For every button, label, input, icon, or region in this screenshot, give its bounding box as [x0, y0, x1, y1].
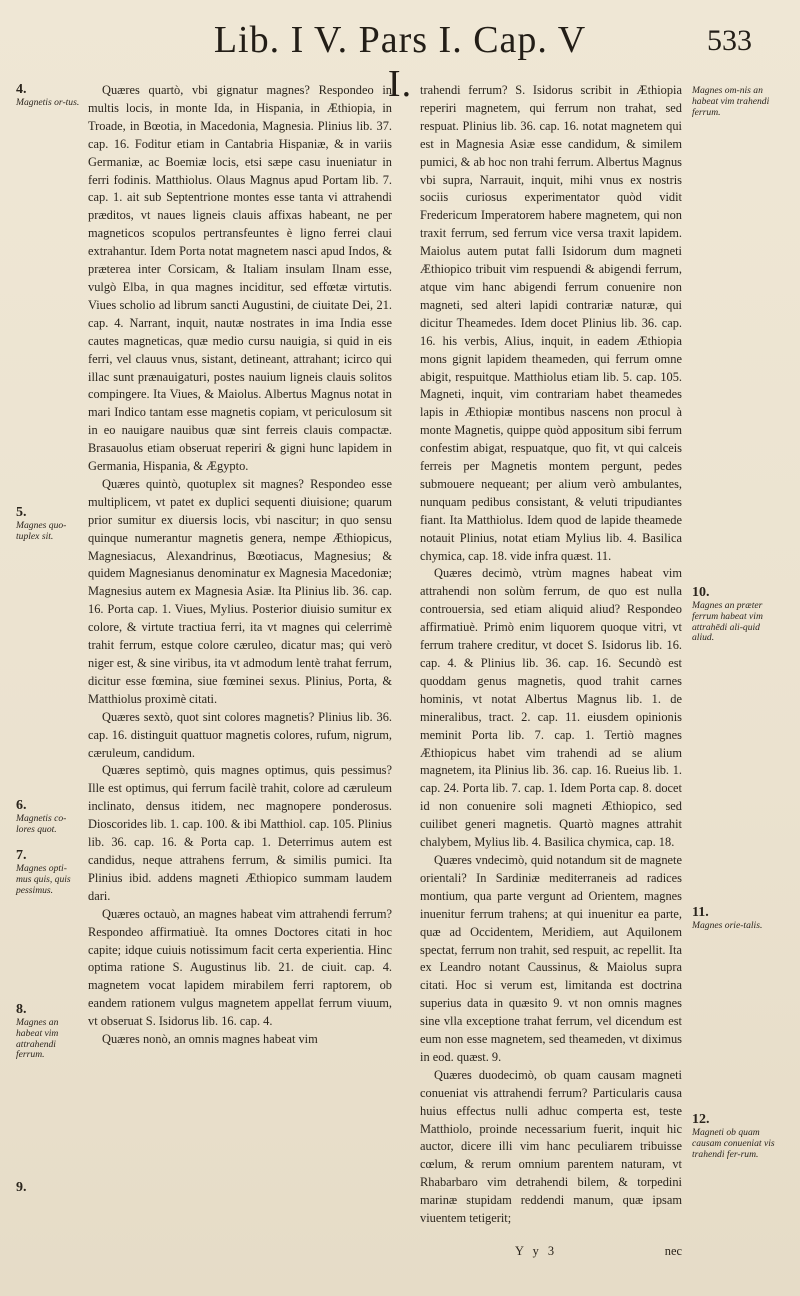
- paragraph: Quæres octauò, an magnes habeat vim attrahendi ferrum? Respondeo affirmatiuè. Ita omnes Doctores citati in hoc capite; idque cuiuis notissimum facit certa experientia. Hinc optima ratione S. Augustinus lib. 21. de ciuit. cap. 4. magnetem vocat lapidem mirabilem ferri raptorem, ob eandem rationem vulgus magnetem appellat ferrum viuum, vt obseruat S. Isidorus lib. 16. cap. 4.: [88, 906, 392, 1029]
- paragraph: Quæres quartò, vbi gignatur magnes? Respondeo in multis locis, in monte Ida, in Hispania, in Æthiopia, in Troade, in Bœotia, in Macedonia, Magnesia. Plinius lib. 37. cap. 16. Foditur etiam in Cantabria Hispaniæ, & in variis Germaniæ, ac Boemiæ locis, etsi sæpe casu inueniatur in ferri fodinis. Matthiolus. Olaus Magnus apud Portam lib. 7. cap. 1. ait sub Septentrione montes esse tanta vi attrahendi præditos, vt naues ligneis clauis affixas habeant, ne per magneticos scopulos pertransfeuntes è ligno ferrei claui extrahantur. Idem Porta notat magnetem nasci apud Indos, & præterea inter Corsicam, & Italiam insulam Ilnam esse, vulgò Elba, in qua magnes inciditur, sed effœtæ virtutis. Viues scholio ad librum sancti Augustini, de ciuitate Dei, 21. cap. 4. Narrant, inquit, nautæ nostrates in ima India esse cautes magneticas, quæ medio cursu nauigia, si quid in eis ferri, vel clauus vnus, sistant, detineant, attrahant; icirco qui illac sunt prænauigaturi, postes nauium ligneis clauis solitos compingere. Ita Viues, & Maiolus. Albertus Magnus notat in mari Indico tantam esse magnetis copiam, vt periculosum sit in eo nauigare nauibus quæ sint ferreis clauis compactæ. Brasauolus etiam obseruat reperiri & gigni hunc lapidem in Germania, Hispania, & Ægypto.: [88, 83, 392, 474]
- margin-number: 10.: [692, 585, 710, 600]
- margin-note-right: [692, 585, 784, 644]
- margin-number: 5.: [16, 505, 27, 520]
- margin-note-right: [692, 1112, 784, 1160]
- paragraph: Quæres duodecimò, ob quam causam magneti conueniat vis attrahendi ferrum? Particularis causa huius effectus nulli adhuc comperta est, teste Matthiolo, proinde necessarium fuerit, inquit hic auctor, dicere illi vim hanc peculiarem tribuisse cœlum, & rerum omnium parentem naturam, vt Rhabarbaro vim detrahendi bilem, & torpedini marinæ stupidam reddendi manum, quæ ipsam viuentem tetigerit;: [420, 1067, 682, 1226]
- margin-note-left: [16, 798, 82, 836]
- margin-number: 6.: [16, 798, 27, 813]
- margin-note-right: [692, 86, 784, 118]
- margin-note-left: [16, 1002, 82, 1061]
- paragraph: Quæres septimò, quis magnes optimus, quis pessimus? Ille est optimus, qui ferrum facilè trahit, colore ad cæruleum inclinato, densus itidem, nec magnopere ponderosus. Dioscorides lib. 1. cap. 100. & ibi Matthiol. cap. 105. Plinius lib. 36. cap. 16. & Porta cap. 1. Deterrimus autem est candidus, neque attrahens ferrum, & similis pumici. Ita Plinius ibid. addens magneti Æthiopico summam laudem dari.: [88, 763, 392, 903]
- margin-number: 9.: [16, 1180, 27, 1195]
- margin-number: 12.: [692, 1112, 710, 1127]
- margin-gloss: Magnes orie-talis.: [692, 920, 763, 931]
- paragraph: Quæres vndecimò, quid notandum sit de magnete orientali? In Sardiniæ mediterraneis ad radices montium, qua parte vergunt ad Orientem, magnes inuenitur ferrum trahens; at qui inuenitur ea parte, quæ ad Occidentem, Meridiem, aut Aquilonem spectat, ferrum non trahit, sed respuit, ac repellit. Ita ex Leandro notant Caussinus, & Maiolus supra citati. Hoc si verum est, limitanda est doctrina superius data in quæsito 9. vt non omnis magnes sine vlla exceptione trahat ferrum, vel dicendum est eum non esse magnetem, sed theameden, vt diximus in eod. quæst. 9.: [420, 852, 682, 1064]
- paragraph: Quæres decimò, vtrùm magnes habeat vim attrahendi non solùm ferrum, de quo est nulla controuersia, sed etiam aliquid aliud? Respondeo affirmatiuè. Primò enim liquorem quoque vitri, vt ferrum trahere creditur, vt docet S. Isidorus lib. 16. cap. 4. & Plinius lib. 36. cap. 16. Secundò est quoddam genus magnetis, quod trahit carnes hominis, vt notat Albertus Magnus lib. 1. de mineralibus, tract. 2. cap. 11. eiusdem opinionis meminit Porta lib. 7. cap. 1. Tertiò magnes Æthiopicus habet vim trahendi ad se alium magnetem, ita Plinius lib. 36. cap. 16. Rueius lib. 1. cap. 24. Porta lib. 7. cap. 1. Idem Porta cap. 8. docet id non conuenire soli magneti Æthiopico, sed cuilibet generi magnetis. Quartò magnes attrahit chalybem, Mylius lib. 4. Basilica chymica, cap. 18.: [420, 566, 682, 850]
- margin-number: 4.: [16, 82, 27, 97]
- margin-note-left: [16, 848, 82, 896]
- margin-gloss: Magneti ob quam causam conueniat vis trahendi fer-rum.: [692, 1127, 775, 1160]
- margin-gloss: Magnes opti-mus quis, quis pessimus.: [16, 863, 71, 896]
- margin-note-left: [16, 82, 82, 109]
- text-column-right: [420, 82, 682, 1232]
- page-number: 533: [707, 24, 752, 57]
- paragraph: Quæres quintò, quotuplex sit magnes? Respondeo esse multiplicem, vt patet ex duplici sequenti diuisione; quarum prior sumitur ex diuersis locis, vbi nascitur; in quo sensu quinque numerantur magnetis genera, nempe Æthiopicus, Magnesiacus, Alexandrinus, Bœotiacus, Magnesius; & quidem Magnesianus denominatur ex Magnesia Macedoniæ; Magnesius autem ex Magnesia Asiæ. Ita Plinius lib. 36. cap. 16. Porta cap. 1. Viues, Mylius. Posterior diuisio sumitur ex colore, & virtute tractiua ferri, ita vt magnes qui celerrimè trahit ferrum, estque colore cæruleo, dicatur mas; qui verò niger est, & sine viribus, ita vt admodum lentè trahat ferrum, dicitur esse fœmina, siue fœminei sexus. Plinius, Porta, & Matthiolus proximè citati.: [88, 476, 392, 706]
- margin-note-left: [16, 505, 82, 543]
- paragraph: Quæres nonò, an omnis magnes habeat vim: [102, 1032, 318, 1047]
- margin-gloss: Magnetis or-tus.: [16, 97, 80, 108]
- running-title: Lib. I V. Pars I. Cap. V I.: [213, 19, 587, 105]
- margin-note-left: [16, 1180, 82, 1196]
- page-footer: [420, 1244, 682, 1266]
- margin-gloss: Magnes quo-tuplex sit.: [16, 520, 67, 542]
- catchword: nec: [664, 1244, 682, 1258]
- margin-gloss: Magnetis co-lores quot.: [16, 813, 67, 835]
- paragraph: trahendi ferrum? S. Isidorus scribit in Æthiopia reperiri magnetem, qui ferrum non trahat, sed respuat. Plinius lib. 36. cap. 16. notat magnetem qui est in Magnesia Asiæ esse candidum, & similem pumici, & ab hoc non trahi ferrum. Albertus Magnus vbi supra, Narrauit, inquit, mihi vnus ex nostris sociis curiosus experimentator quòd vidit Fredericum Imperatorem habere magnetem, qui non traxit ferrum, sed ferrum vice versa traxit lapidem. Maiolus autem putat falli Isidorum dum magneti Æthiopico tribuit vim respuendi & abigendi ferrum, atque vim hanc abigendi ferrum conuenire non magneti, sed alteri lapidi contrariæ naturæ, qui dicitur Theamedes. Idem docet Plinius lib. 36. cap. 16. his verbis, Alius, inquit, in eadem Æthiopia mons gignit lapidem theameden, qui ferrum omne abigit, respuitque. Matthiolus etiam lib. 5. cap. 105. Magneti, inquit, vim contrariam habet theamedes lapis in Æthiopiæ montibus nascens non procul à monte Magnetis, quippe quòd appositum sibi ferrum confestim abigat, respuatque, quo fit, vt qui calceis ferreis per Magnetis montem pergunt, pedes submouere nequeant; per alium verò ambulantes, nunquam pedibus consistant, & veluti tripudiantes fiant. Ita Matthiolus. Idem quod de lapide theamede notauit Plinius, notat etiam Mylius lib. 4. Basilica chymica, cap. 18. vide infra quæst. 11.: [420, 83, 682, 563]
- text-column-left: [88, 82, 392, 1232]
- margin-number: 11.: [692, 905, 709, 920]
- margin-gloss: Magnes an habeat vim attrahendi ferrum.: [16, 1017, 59, 1061]
- margin-number: 7.: [16, 848, 27, 863]
- paragraph: Quæres sextò, quot sint colores magnetis? Plinius lib. 36. cap. 16. distinguit quattuor magnetis colores, rufum, nigrum, cæruleum, candidum.: [88, 709, 392, 760]
- margin-number: 8.: [16, 1002, 27, 1017]
- margin-gloss: Magnes an præter ferrum habeat vim attrahēdi ali-quid aliud.: [692, 600, 763, 644]
- margin-note-right: [692, 905, 784, 932]
- signature-mark: Y y 3: [515, 1244, 558, 1258]
- margin-gloss: Magnes om-nis an habeat vim trahendi ferrum.: [692, 85, 770, 118]
